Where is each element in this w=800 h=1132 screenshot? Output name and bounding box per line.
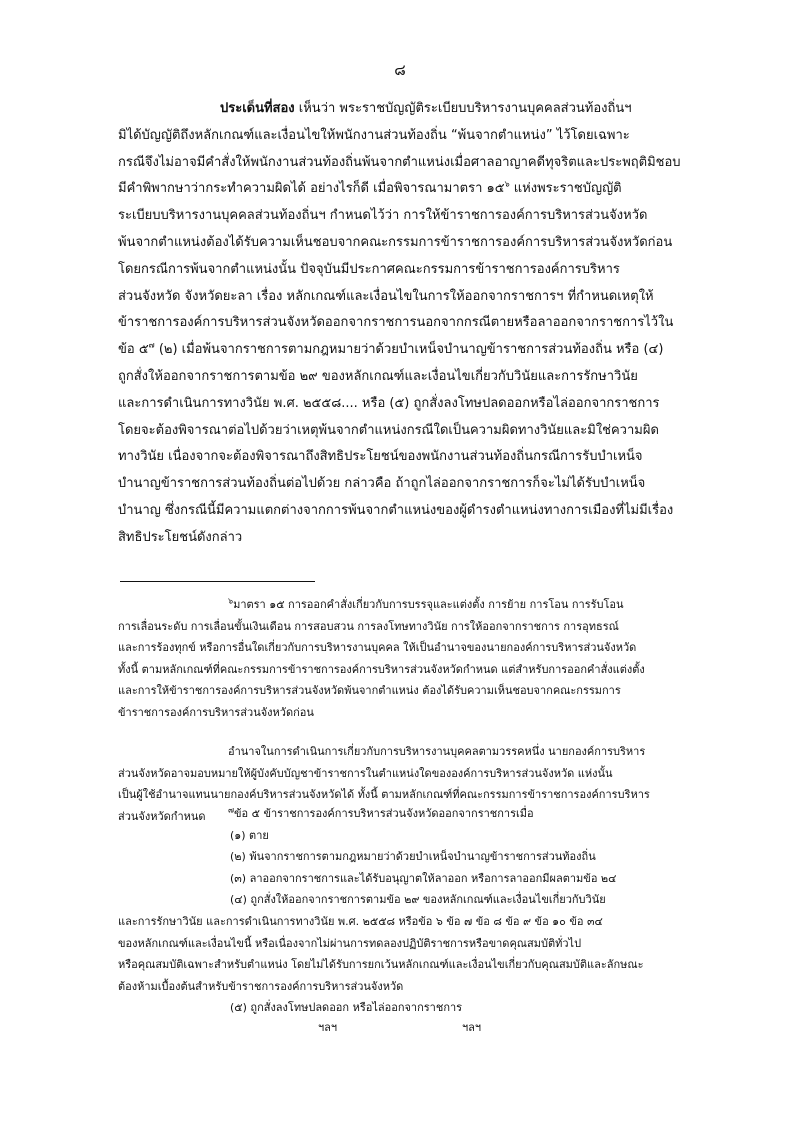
footnote-separator — [120, 581, 315, 582]
text-line: โดยกรณีการพ้นจากตำแหน่งนั้น ปัจจุบันมีประกาศคณะกรรมการข้าราชการองค์การบริหาร — [118, 261, 620, 277]
footnote-7 — [118, 803, 692, 1019]
text-line: สิทธิประโยชน์ดังกล่าว — [118, 529, 243, 545]
footnote-line: อำนาจในการดำเนินการเกี่ยวกับการบริหารงานบุคคลตามวรรคหนึ่ง นายกองค์การบริหาร — [228, 745, 646, 758]
text-line-with-footnote-ref: มีคำพิพากษาว่ากระทำความผิดได้ อย่างไรก็ดี เมื่อพิจารณามาตรา ๑๕$^๖$ แห่งพระราชบัญญัติ — [118, 180, 622, 197]
footnote-line: การเลื่อนระดับ การเลื่อนขั้นเงินเดือน การสอบสวน การลงโทษทางวินัย การให้ออกจากราชการ การอุทธรณ์ — [118, 619, 619, 633]
footnote-7-first-line: $^๗$ข้อ ๕ ข้าราชการองค์การบริหารส่วนจังหวัดออกจากราชการเมื่อ — [228, 805, 534, 820]
text-line: ส่วนจังหวัด จังหวัดยะลา เรื่อง หลักเกณฑ์และเงื่อนไขในการให้ออกจากราชการฯ ที่กำหนดเหตุให้ — [118, 288, 654, 304]
text-line: ทางวินัย เนื่องจากจะต้องพิจารณาถึงสิทธิประโยชน์ของพนักงานส่วนท้องถิ่นกรณีการรับบำเหน็จ — [118, 449, 643, 465]
ellipsis-right: ฯลฯ — [462, 1021, 482, 1034]
footnote-ref-7[interactable]: ๗ — [148, 340, 155, 350]
footnote-6-first-line: $^๖$มาตรา ๑๕ การออกคำสั่งเกี่ยวกับการบรรจุและแต่งตั้ง การย้าย การโอน การรับโอน — [228, 596, 624, 611]
footnote-list-item: (๔) ถูกสั่งให้ออกจากราชการตามข้อ ๒๙ ของหลักเกณฑ์และเงื่อนไขเกี่ยวกับวินัย — [230, 893, 606, 907]
footnote-line: ทั้งนี้ ตามหลักเกณฑ์ที่คณะกรรมการข้าราชการองค์การบริหารส่วนจังหวัดกำหนด แต่สำหรับการออกคำสั่งแต่งตั้ง — [118, 662, 645, 676]
footnote-line: ส่วนจังหวัดกำหนด — [118, 809, 206, 823]
footnote-line: หรือคุณสมบัติเฉพาะสำหรับตำแหน่ง โดยไม่ได้รับการยกเว้นหลักเกณฑ์และเงื่อนไขเกี่ยวกับคุณสมบัติและลักษณะ — [118, 958, 644, 972]
text-line: บำนาญข้าราชการส่วนท้องถิ่นต่อไปด้วย กล่าวคือ ถ้าถูกไล่ออกจากราชการก็จะไม่ได้รับบำเหน็จ — [118, 476, 646, 492]
footnote-line: ของหลักเกณฑ์และเงื่อนไขนี้ หรือเนื่องจากไม่ผ่านการทดลองปฏิบัติราชการหรือขาดคุณสมบัติทั่วไป — [118, 936, 582, 950]
footnote-line: เป็นผู้ใช้อำนาจแทนนายกองค์บริหารส่วนจังหวัดได้ ทั้งนี้ ตามหลักเกณฑ์ที่คณะกรรมการข้าราชการองค์การบริหาร — [118, 788, 650, 802]
footnote-7-marker: ๗ — [228, 805, 235, 815]
footnote-list-item: (๒) พ้นจากราชการตามกฎหมายว่าด้วยบำเหน็จบำนาญข้าราชการส่วนท้องถิ่น — [230, 850, 596, 864]
text-line: และการดำเนินการทางวินัย พ.ศ. ๒๕๕๘.... หรือ (๕) ถูกสั่งลงโทษปลดออกหรือไล่ออกจากราชการ — [118, 395, 660, 411]
footnote-line: ส่วนจังหวัดอาจมอบหมายให้ผู้บังคับบัญชาข้าราชการในตำแหน่งใดขององค์การบริหารส่วนจังหวัด แห่งนั้น — [118, 766, 613, 780]
text-line: โดยจะต้องพิจารณาต่อไปด้วยว่าเหตุพ้นจากตำแหน่งกรณีใดเป็นความผิดทางวินัยและมิใช่ความผิด — [118, 422, 659, 438]
footnote-line: และการให้ข้าราชการองค์การบริหารส่วนจังหวัดพ้นจากตำแหน่ง ต้องได้รับความเห็นชอบจากคณะกรรมการ — [118, 684, 621, 698]
page-number: ๘ — [394, 61, 406, 79]
main-paragraph — [118, 96, 692, 552]
text-line: กรณีจึงไม่อาจมีคำสั่งให้พนักงานส่วนท้องถิ่นพ้นจากตำแหน่งเมื่อศาลอาญาคดีทุจริตและประพฤติมิชอบ — [118, 154, 681, 170]
footnote-ref-6[interactable]: ๖ — [504, 180, 510, 190]
text-line-with-footnote-ref: ข้อ ๕$^๗$ (๒) เมื่อพ้นจากราชการตามกฎหมายว่าด้วยบำเหน็จบำนาญข้าราชการส่วนท้องถิ่น หรือ (๔) — [118, 340, 664, 358]
paragraph-first-line: ประเด็นที่สอง เห็นว่า พระราชบัญญัติระเบียบบริหารงานบุคคลส่วนท้องถิ่นฯ — [220, 101, 632, 116]
text-line: พ้นจากตำแหน่งต้องได้รับความเห็นชอบจากคณะกรรมการข้าราชการองค์การบริหารส่วนจังหวัดก่อน — [118, 234, 673, 250]
main-body — [118, 96, 692, 552]
footnote-list-item: (๑) ตาย — [230, 828, 269, 842]
footnote-6 — [118, 594, 692, 724]
text-line: บำนาญ ซึ่งกรณีนี้มีความแตกต่างจากการพ้นจากตำแหน่งของผู้ดำรงตำแหน่งทางการเมืองที่ไม่มีเรื่อง — [118, 502, 674, 518]
text-line: ข้าราชการองค์การบริหารส่วนจังหวัดออกจากราชการนอกจากกรณีตายหรือลาออกจากราชการไว้ใน — [118, 315, 674, 331]
footnote-line: ต้องห้ามเบื้องต้นสำหรับข้าราชการองค์การบริหารส่วนจังหวัด — [118, 979, 404, 993]
footnote-list-item: (๓) ลาออกจากราชการและได้รับอนุญาตให้ลาออก หรือการลาออกมีผลตามข้อ ๒๔ — [230, 871, 617, 885]
footnote-list-item: (๕) ถูกสั่งลงโทษปลดออก หรือไล่ออกจากราชการ — [230, 1001, 463, 1015]
footnote-6-marker: ๖ — [228, 596, 234, 606]
issue-heading: ประเด็นที่สอง — [220, 101, 295, 116]
text-line: ถูกสั่งให้ออกจากราชการตามข้อ ๒๙ ของหลักเกณฑ์และเงื่อนไขเกี่ยวกับวินัยและการรักษาวินัย — [118, 368, 638, 384]
text-line: มิได้บัญญัติถึงหลักเกณฑ์และเงื่อนไขให้พนักงานส่วนท้องถิ่น “พ้นจากตำแหน่ง” ไว้โดยเฉพาะ — [118, 127, 630, 143]
ellipsis-left: ฯลฯ — [318, 1021, 338, 1034]
footnote-line: ข้าราชการองค์การบริหารส่วนจังหวัดก่อน — [118, 705, 314, 719]
footnote-line: และการร้องทุกข์ หรือการอื่นใดเกี่ยวกับการบริหารงานบุคคล ให้เป็นอำนาจของนายกองค์การบริหารส่วนจังหวัด — [118, 641, 637, 655]
footnote-line: และการรักษาวินัย และการดำเนินการทางวินัย พ.ศ. ๒๕๕๘ หรือข้อ ๖ ข้อ ๗ ข้อ ๘ ข้อ ๙ ข้อ ๑๐ ข้อ ๓๔ — [118, 914, 603, 928]
text-line: ระเบียบบริหารงานบุคคลส่วนท้องถิ่นฯ กำหนดไว้ว่า การให้ข้าราชการองค์การบริหารส่วนจังหวัด — [118, 208, 648, 224]
